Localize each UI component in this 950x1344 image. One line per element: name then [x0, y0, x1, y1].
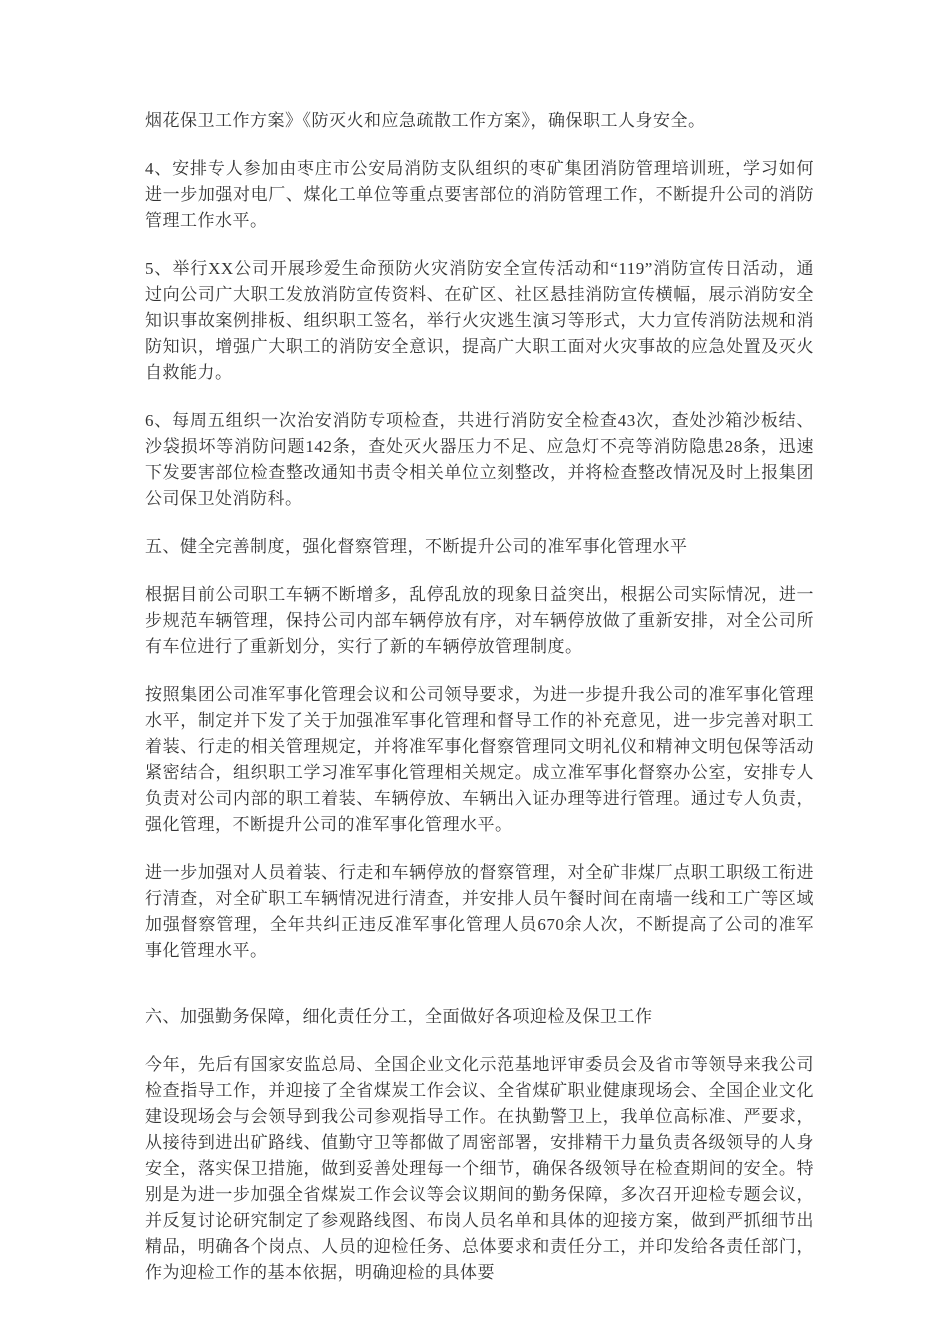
body-paragraph: 烟花保卫工作方案》《防灭火和应急疏散工作方案》，确保职工人身安全。 — [145, 111, 706, 130]
body-paragraph: 6、每周五组织一次治安消防专项检查，共进行消防安全检查43次，查处沙箱沙板结、沙袋损坏等消防问题142条，查处灭火器压力不足、应急灯不亮等消防隐患28条，迅速下发要害部位检查整改通知书责令相关单位立刻整改，并将检查整改情况及时上报集团公司保卫处消防科。 — [145, 411, 814, 508]
body-paragraph: 今年，先后有国家安监总局、全国企业文化示范基地评审委员会及省市等领导来我公司检查指导工作，并迎接了全省煤炭工作会议、全省煤矿职业健康现场会、全国企业文化建设现场会与会领导到我公司参观指导工作。在执勤警卫上，我单位高标准、严要求，从接待到进出矿路线、值勤守卫等都做了周密部署，安排精干力量负责各级领导的人身安全，落实保卫措施，做到妥善处理每一个细节，确保各级领导在检查期间的安全。特别是为进一步加强全省煤炭工作会议等会议期间的勤务保障，多次召开迎检专题会议，并反复讨论研究制定了参观路线图、布岗人员名单和具体的迎接方案，做到严抓细节出精品，明确各个岗点、人员的迎检任务、总体要求和责任分工，并印发给各责任部门，作为迎检工作的基本依据，明确迎检的具体要 — [145, 1055, 814, 1282]
section-heading: 六、加强勤务保障，细化责任分工，全面做好各项迎检及保卫工作 — [145, 1007, 653, 1026]
body-paragraph: 进一步加强对人员着装、行走和车辆停放的督察管理，对全矿非煤厂点职工职级工衔进行清查，对全矿职工车辆情况进行清查，并安排人员午餐时间在南墙一线和工广等区域加强督察管理，全年共纠正违反准军事化管理人员670余人次，不断提高了公司的准军事化管理水平。 — [145, 863, 814, 960]
body-paragraph: 4、安排专人参加由枣庄市公安局消防支队组织的枣矿集团消防管理培训班，学习如何进一步加强对电厂、煤化工单位等重点要害部位的消防管理工作，不断提升公司的消防管理工作水平。 — [145, 159, 814, 230]
section-heading: 五、健全完善制度，强化督察管理，不断提升公司的准军事化管理水平 — [145, 537, 688, 556]
body-paragraph: 按照集团公司准军事化管理会议和公司领导要求，为进一步提升我公司的准军事化管理水平，制定并下发了关于加强准军事化管理和督导工作的补充意见，进一步完善对职工着装、行走的相关管理规定，并将准军事化督察管理同文明礼仪和精神文明包保等活动紧密结合，组织职工学习准军事化管理相关规定。成立准军事化督察办公室，安排专人负责对公司内部的职工着装、车辆停放、车辆出入证办理等进行管理。通过专人负责，强化管理，不断提升公司的准军事化管理水平。 — [145, 685, 814, 834]
body-paragraph: 5、举行XX公司开展珍爱生命预防火灾消防安全宣传活动和“119”消防宣传日活动，通过向公司广大职工发放消防宣传资料、在矿区、社区悬挂消防宣传横幅，展示消防安全知识事故案例排板、组织职工签名，举行火灾逃生演习等形式，大力宣传消防法规和消防知识，增强广大职工的消防安全意识，提高广大职工面对火灾事故的应急处置及灭火自救能力。 — [145, 259, 814, 382]
body-paragraph: 根据目前公司职工车辆不断增多，乱停乱放的现象日益突出，根据公司实际情况，进一步规范车辆管理，保持公司内部车辆停放有序，对车辆停放做了重新安排，对全公司所有车位进行了重新划分，实行了新的车辆停放管理制度。 — [145, 585, 814, 656]
document-body — [145, 108, 814, 1286]
